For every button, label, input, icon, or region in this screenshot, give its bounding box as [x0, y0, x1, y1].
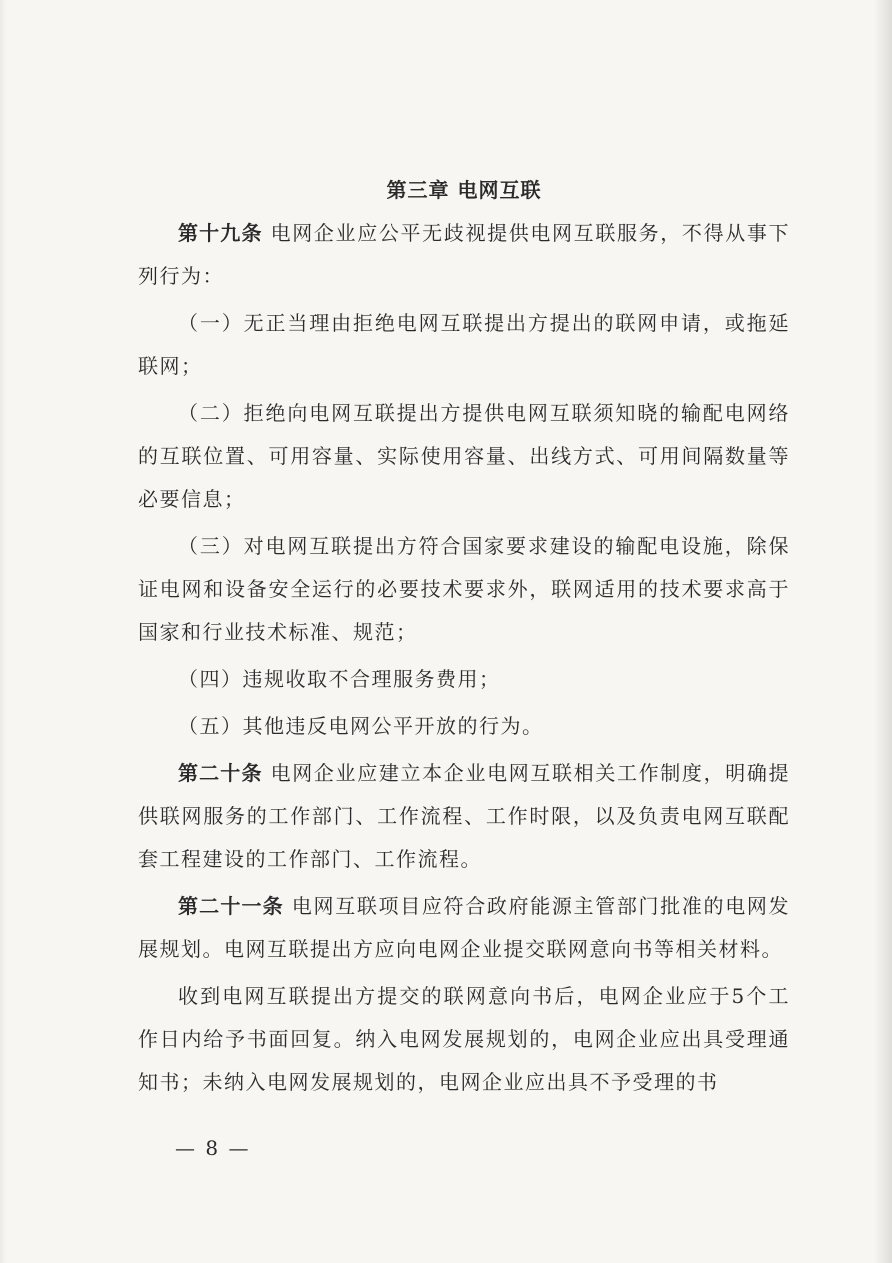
article-21-continuation: 收到电网互联提出方提交的联网意向书后，电网企业应于5个工作日内给予书面回复。纳入电网发展规划的，电网企业应出具受理通知书；未纳入电网发展规划的，电网企业应出具不予受理的书 — [138, 984, 790, 1094]
document-body — [138, 170, 790, 1108]
article-19-item-3: （三）对电网互联提出方符合国家要求建设的输配电设施，除保证电网和设备安全运行的必要技术要求外，联网适用的技术要求高于国家和行业技术标准、规范； — [138, 534, 790, 644]
article-20 — [138, 752, 790, 881]
article-19-item-5: （五）其他违反电网公平开放的行为。 — [178, 714, 544, 738]
article-21 — [138, 885, 790, 971]
scan-edge-right — [874, 0, 892, 1263]
article-19-item-2: （二）拒绝向电网互联提出方提供电网互联须知晓的输配电网络的互联位置、可用容量、实际使用容量、出线方式、可用间隔数量等必要信息； — [138, 401, 790, 511]
article-21-text: 电网互联项目应符合政府能源主管部门批准的电网发展规划。电网互联提出方应向电网企业提交联网意向书等相关材料。 — [138, 894, 791, 961]
chapter-title: 第三章 电网互联 — [386, 178, 542, 202]
article-19 — [138, 212, 790, 298]
page-number: — 8 — — [175, 1136, 251, 1160]
article-19-label: 第十九条 — [178, 221, 263, 245]
article-19-item-4: （四）违规收取不合理服务费用； — [178, 667, 501, 691]
scan-edge-left — [0, 0, 6, 1263]
article-21-label: 第二十一条 — [178, 894, 284, 918]
article-19-text: 电网企业应公平无歧视提供电网互联服务，不得从事下列行为： — [138, 221, 791, 288]
article-19-item-1: （一）无正当理由拒绝电网互联提出方提出的联网申请，或拖延联网； — [138, 311, 790, 378]
article-20-label: 第二十条 — [178, 761, 263, 785]
article-20-text: 电网企业应建立本企业电网互联相关工作制度，明确提供联网服务的工作部门、工作流程、工作时限，以及负责电网互联配套工程建设的工作部门、工作流程。 — [138, 761, 791, 871]
